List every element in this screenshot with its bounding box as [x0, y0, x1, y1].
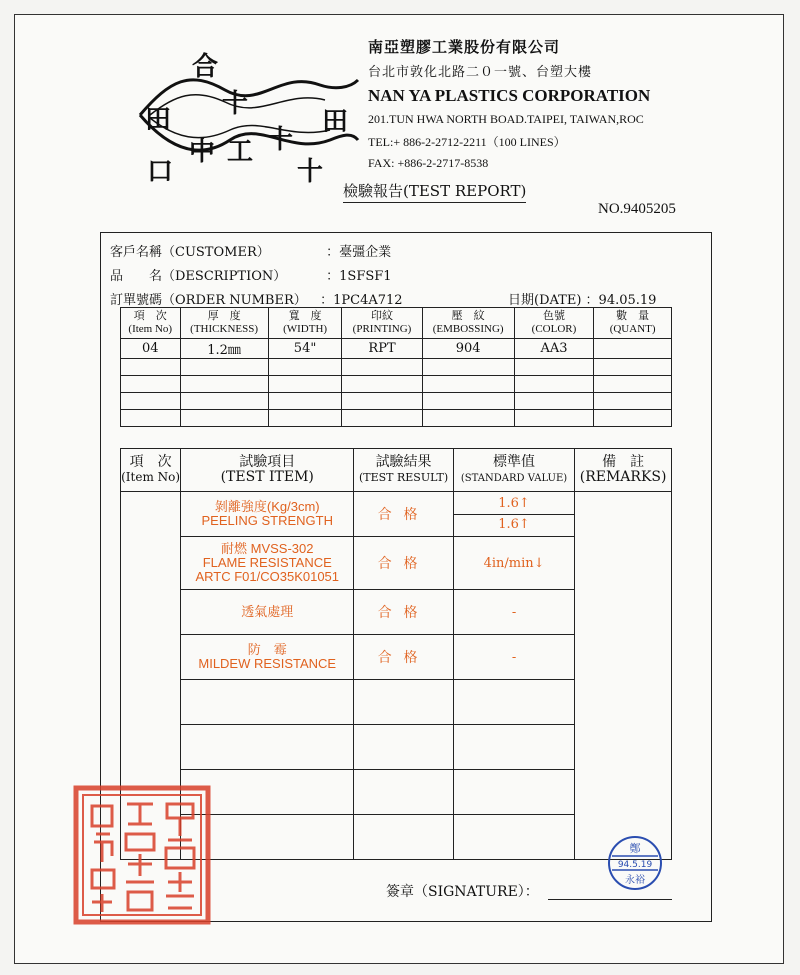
test-item-cell: 防 霉 MILDEW RESISTANCE	[181, 635, 354, 680]
svg-text:94.5.19: 94.5.19	[617, 860, 653, 870]
specs-header: 壓 紋 (EMBOSSING)	[422, 308, 514, 339]
signature-line	[548, 899, 672, 900]
red-company-seal-icon	[72, 784, 212, 926]
date-row	[508, 289, 656, 308]
specs-header: 印紋 (PRINTING)	[342, 308, 422, 339]
remarks-cell	[575, 492, 672, 860]
order-row	[110, 289, 403, 308]
table-cell	[594, 339, 672, 359]
specs-header-row	[121, 308, 672, 339]
table-row	[121, 376, 672, 393]
specs-header: 厚 度 (THICKNESS)	[180, 308, 268, 339]
tests-header-result: 試驗結果 (TEST RESULT)	[354, 449, 454, 492]
test-result-cell: 合格	[354, 635, 454, 680]
description-label: 品 名（DESCRIPTION）	[110, 269, 287, 284]
blue-date-stamp-icon	[606, 834, 664, 892]
specs-header: 寬 度 (WIDTH)	[268, 308, 342, 339]
svg-text:鄭: 鄭	[629, 842, 641, 855]
tests-header-remarks: 備 註 (REMARKS)	[575, 449, 672, 492]
report-title: 檢驗報告(TEST REPORT)	[343, 180, 526, 203]
test-item-cell: 剝離強度(Kg/3cm) PEELING STRENGTH	[181, 492, 354, 537]
date-label: 日期(DATE)	[508, 293, 582, 308]
company-address-cn: 台北市敦化北路二０一號、台塑大樓	[368, 65, 593, 80]
test-item-cell: 透氣處理	[181, 590, 354, 635]
company-name-cn: 南亞塑膠工業股份有限公司	[368, 38, 561, 56]
signature-label: 簽章（SIGNATURE）：	[386, 884, 539, 900]
report-number: NO.9405205	[598, 201, 676, 217]
table-cell: 904	[422, 339, 514, 359]
table-cell: RPT	[342, 339, 422, 359]
description-value: ：1SFSF1	[326, 269, 392, 284]
test-result-cell: 合格	[354, 590, 454, 635]
customer-label: 客戶名稱（CUSTOMER）	[110, 245, 270, 260]
table-row	[121, 393, 672, 410]
date-value: ：94.05.19	[585, 293, 657, 308]
logo-glyph: 十	[266, 125, 294, 155]
standard-value-cell: 1.6↑ 1.6↑	[453, 492, 574, 537]
table-row	[121, 339, 672, 359]
table-row	[121, 492, 672, 537]
table-cell: 1.2㎜	[180, 339, 268, 359]
test-result-cell: 合格	[354, 492, 454, 537]
customer-row	[110, 241, 391, 260]
tests-header-item: 項 次 (Item No)	[121, 449, 181, 492]
logo-glyph: 口	[146, 157, 174, 187]
logo-glyph: 十	[221, 89, 249, 119]
company-tel: TEL:+ 886-2-2712-2211（100 LINES）	[368, 135, 566, 149]
table-cell: AA3	[514, 339, 594, 359]
standard-value-cell: 4in/min↓	[453, 537, 574, 590]
table-cell: 54"	[268, 339, 342, 359]
svg-text:永裕: 永裕	[625, 875, 645, 886]
order-label: 訂單號碼（ORDER NUMBER）	[110, 293, 307, 308]
standard-value-cell: -	[453, 635, 574, 680]
company-address-en: 201.TUN HWA NORTH BOAD.TAIPEI, TAIWAN,ROC	[368, 112, 644, 126]
table-row	[121, 410, 672, 427]
table-row	[121, 359, 672, 376]
company-header	[368, 36, 768, 171]
logo-glyph: 十	[296, 157, 324, 187]
test-item-cell: 耐燃 MVSS-302 FLAME RESISTANCE ARTC F01/CO35K01051	[181, 537, 354, 590]
logo-glyph: 中	[188, 137, 216, 167]
tests-header-row	[121, 449, 672, 492]
description-row	[110, 265, 392, 284]
specs-header: 項 次 (Item No)	[121, 308, 181, 339]
specs-table	[120, 307, 672, 427]
standard-value-cell: -	[453, 590, 574, 635]
order-value: ：1PC4A712	[320, 293, 403, 308]
company-fax: FAX: +886-2-2717-8538	[368, 156, 489, 170]
logo-glyph: 合	[191, 52, 219, 82]
logo-glyph: 工	[226, 137, 254, 167]
logo-glyph: 田	[144, 105, 172, 135]
company-logo	[130, 40, 360, 190]
tests-header-test: 試驗項目 (TEST ITEM)	[181, 449, 354, 492]
company-name-en: NAN YA PLASTICS CORPORATION	[368, 86, 651, 105]
specs-header: 數 量 (QUANT)	[594, 308, 672, 339]
specs-header: 色號 (COLOR)	[514, 308, 594, 339]
customer-value: ：臺彊企業	[326, 245, 392, 260]
tests-header-standard: 標準值 (STANDARD VALUE)	[453, 449, 574, 492]
table-cell: 04	[121, 339, 181, 359]
logo-glyph: 田	[321, 107, 349, 137]
test-result-cell: 合格	[354, 537, 454, 590]
